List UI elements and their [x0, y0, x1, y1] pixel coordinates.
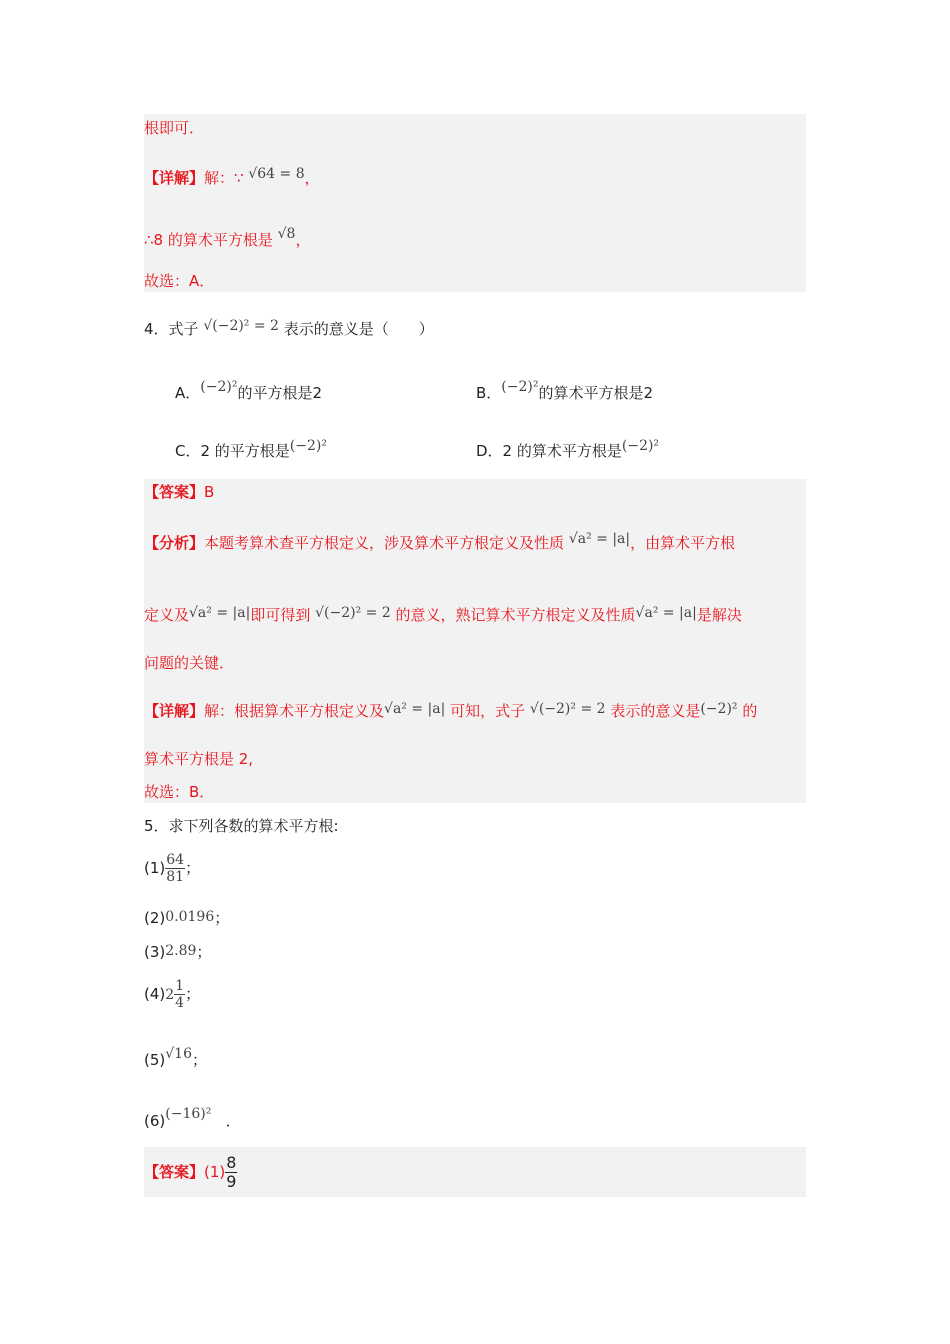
q4-stem-suffix: 表示的意义是（ ） — [283, 320, 434, 338]
neg2-squared: (−2)² — [700, 701, 738, 717]
q3-solution-block — [144, 114, 806, 292]
item-index: (4) — [144, 985, 166, 1003]
item-index: (6) — [144, 1112, 166, 1130]
item-math: 0.0196 — [165, 909, 215, 925]
option-a[interactable] — [175, 377, 322, 403]
option-math: (−2)² — [501, 379, 539, 395]
detail-tag: 【详解】 — [144, 702, 205, 720]
item-math: √16 — [165, 1046, 192, 1062]
analysis-text: 本题考算术查平方根定义，涉及算术平方根定义及性质 — [204, 534, 565, 552]
option-text: 的平方根是2 — [237, 384, 322, 402]
analysis-text: 定义及 — [144, 606, 190, 624]
q3-tail-line: 根即可． — [144, 119, 205, 137]
item-end: ； — [192, 1051, 208, 1069]
item-index: (2) — [144, 909, 166, 927]
numerator: 64 — [166, 852, 185, 868]
option-math: (−2)² — [200, 379, 238, 395]
option-label: D．2 的算术平方根是 — [476, 442, 622, 460]
detail-text: 表示的意义是 — [610, 702, 701, 720]
option-label: C．2 的平方根是 — [175, 442, 290, 460]
q5-item-2 — [144, 907, 229, 928]
q5-answer-line — [144, 1152, 237, 1192]
sqrt8-expression: √8 — [277, 226, 296, 242]
mixed-whole: 2 — [165, 987, 175, 1003]
q4-detail-line-1 — [144, 699, 757, 721]
q4-stem-prefix: 4．式子 — [144, 320, 199, 338]
q4-analysis-line-3: 问题的关键． — [144, 654, 235, 672]
option-label: A． — [175, 384, 201, 402]
q4-analysis-line-1 — [144, 529, 735, 553]
item-math: 2.89 — [165, 943, 197, 959]
q5-stem: 5．求下列各数的算术平方根: — [144, 817, 339, 835]
item-index: (5) — [144, 1051, 166, 1069]
detail-text: 解：根据算术平方根定义及 — [204, 702, 385, 720]
fraction-1-4 — [174, 978, 185, 1011]
item-math: (−16)² — [165, 1106, 212, 1122]
q5-item-5 — [144, 1044, 207, 1070]
option-math: (−2)² — [621, 438, 660, 454]
q5-item-1 — [144, 851, 200, 885]
denominator: 81 — [166, 869, 185, 885]
analysis-text: 即可得到 — [250, 606, 311, 624]
option-label: B． — [476, 384, 502, 402]
conclusion-text: ∴8 的算术平方根是 — [144, 231, 273, 249]
option-b[interactable] — [476, 377, 653, 403]
item-index: (1) — [144, 859, 166, 877]
answer-tag: 【答案】 — [144, 483, 205, 501]
answer-index: (1) — [204, 1163, 226, 1181]
analysis-text: 是解决 — [696, 606, 742, 624]
fraction-64-81 — [165, 852, 185, 885]
item-end: ； — [185, 985, 201, 1003]
sqrt-a-squared: √a² = |a| — [635, 605, 697, 621]
sqrt64-equation: √64 = 8 — [248, 166, 305, 182]
q5-item-6 — [144, 1104, 241, 1131]
analysis-tag: 【分析】 — [144, 534, 205, 552]
denominator: 9 — [226, 1172, 237, 1191]
q5-item-3 — [144, 941, 211, 962]
sqrt-neg2-squared: √(−2)² = 2 — [529, 701, 606, 717]
q5-item-4 — [144, 977, 200, 1012]
numerator: 8 — [226, 1153, 237, 1172]
q3-conclusion-line — [144, 224, 310, 250]
analysis-text: 的意义，熟记算术平方根定义及性质 — [395, 606, 636, 624]
item-end: ． — [225, 1112, 241, 1130]
detail-text: 解：∵ — [204, 169, 244, 187]
q4-detail-line-2: 算术平方根是 2, — [144, 750, 254, 768]
q4-answer-line — [144, 482, 214, 502]
option-d[interactable] — [476, 436, 659, 461]
sqrt-a-squared: √a² = |a| — [189, 605, 251, 621]
item-end: ； — [185, 859, 201, 877]
answer-value: B — [204, 483, 215, 501]
sqrt-neg2-squared: √(−2)² = 2 — [315, 605, 391, 621]
option-c[interactable] — [175, 436, 327, 461]
sqrt-a-squared: √a² = |a| — [568, 531, 631, 547]
item-end: ； — [196, 943, 212, 961]
q4-stem-math: √(−2)² = 2 — [203, 318, 279, 334]
denominator: 4 — [175, 995, 185, 1011]
detail-text: 可知，式子 — [450, 702, 526, 720]
item-end: ； — [214, 909, 230, 927]
comma: ， — [304, 169, 320, 187]
option-text: 的算术平方根是2 — [538, 384, 654, 402]
q4-stem — [144, 316, 434, 339]
numerator: 1 — [175, 978, 185, 994]
q4-choose-line: 故选：B． — [144, 783, 215, 801]
q3-detail-line — [144, 164, 320, 188]
q4-analysis-line-2 — [144, 603, 742, 625]
analysis-text: ，由算术平方根 — [630, 534, 736, 552]
comma: ， — [295, 231, 311, 249]
q5-answer-block — [144, 1147, 806, 1197]
detail-text: 的 — [742, 702, 758, 720]
item-index: (3) — [144, 943, 166, 961]
option-math: (−2)² — [289, 438, 327, 454]
answer-fraction — [225, 1154, 237, 1191]
sqrt-a-squared: √a² = |a| — [384, 701, 446, 717]
detail-tag: 【详解】 — [144, 169, 205, 187]
answer-tag: 【答案】 — [144, 1163, 205, 1181]
q3-choose-line: 故选：A． — [144, 272, 215, 290]
